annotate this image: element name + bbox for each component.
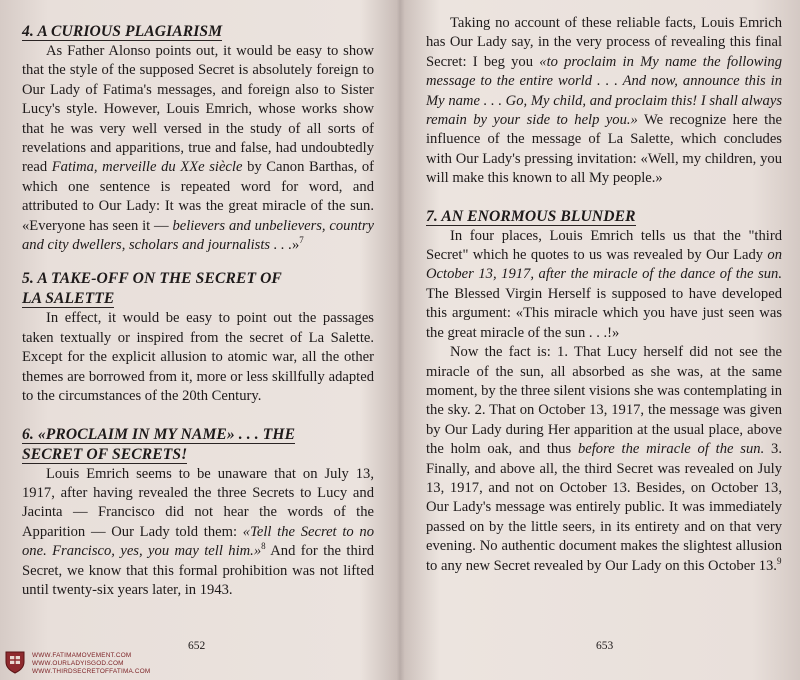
page-number: 653 <box>596 640 614 652</box>
paragraph: Taking no account of these reliable facts, Louis Emrich has Our Lady say, in the very process of revealing this final Secret: I beg you «to proclaim in My name the following message to the entire world . . . And now, announce this in My name . . . Go, My child, and proclaim this! I shall always remain by your side to help you.» We recognize here the influence of the message of La Salette, which concludes with Our Lady's pressing invitation: «Well, my children, you will make this known to all My people.» <box>426 15 782 187</box>
watermark-urls <box>32 652 150 676</box>
footnote-ref[interactable]: 7 <box>299 235 304 246</box>
footnote-ref[interactable]: 8 <box>261 541 266 552</box>
paragraph: In effect, it would be easy to point out the passages taken textually or inspired from the secret of La Salette. Except for the explicit allusion to atomic war, all the other themes are borrowed from it, more or less skillfully adapted to the circumstances of the 20th Century. <box>22 310 374 405</box>
paragraph: Louis Emrich seems to be unaware that on July 13, 1917, after having revealed the three Secrets to Lucy and Jacinta — Francisco did not hear the words of the Apparition — Our Lady told them: «Tell the Secret to no one. Francisco, yes, you may tell him.»$^8$ And for the third Secret, we know that this formal prohibition was not lifted until twenty-six years later, in 1943. <box>22 465 374 598</box>
paragraph: Now the fact is: 1. That Lucy herself did not see the miracle of the sun, all absorbed as she was, at the same moment, by the three silent visions she was contemplating in the sky. 2. That on October 13, 1917, the message was given by Our Lady during Her apparition at the usual place, above the holm oak, and thus before the miracle of the sun. 3. Finally, and above all, the third Secret was revealed on July 13, 1917, and not on October 13. Besides, on October 13, Our Lady's message was entirely public. It was immediately passed on by the little seers, in its entirety and on that very evening. No authentic document makes the slightest allusion to any new Secret revealed by Our Lady on this October 13.$^9$ <box>426 344 782 574</box>
section-heading: 5. A TAKE-OFF ON THE SECRET OF LA SALETTE <box>22 270 282 308</box>
footnote-ref[interactable]: 9 <box>776 555 782 566</box>
section-heading: 7. AN ENORMOUS BLUNDER <box>426 207 636 225</box>
paragraph: As Father Alonso points out, it would be easy to show that the style of the supposed Secret is absolutely foreign to Our Lady of Fatima's messages, and foreign also to Sister Lucy's style. However, Louis Emrich, whose works show that he was very well versed in the study of all sorts of revelations and apparitions, true and false, had undoubtedly read Fatima, merveille du XXe siècle by Canon Barthas, of which one sentence is repeated word for word, and attributed to Our Lady: It was the great miracle of the sun. «Everyone has seen it — believers and unbelievers, country and city dwellers, scholars and journalists . . .»$^7$ <box>22 43 374 254</box>
paragraph: In four places, Louis Emrich tells us that the "third Secret" which he quotes to us was revealed by Our Lady on October 13, 1917, after the miracle of the dance of the sun. The Blessed Virgin Herself is supposed to have developed this argument: «This miracle which you have just seen was the great miracle of the sun . . .!» <box>426 227 782 341</box>
section-heading: 6. «PROCLAIM IN MY NAME» . . . THE SECRET OF SECRETS! <box>22 425 296 463</box>
fatima-crest-icon <box>4 650 26 674</box>
watermark-link[interactable]: WWW.THIRDSECRETOFFATIMA.COM <box>32 668 151 675</box>
watermark-link[interactable]: WWW.FATIMAMOVEMENT.COM <box>32 652 132 659</box>
watermark-link[interactable]: WWW.OURLADYISGOD.COM <box>32 660 124 667</box>
section-heading: 4. A CURIOUS PLAGIARISM <box>22 23 223 40</box>
right-page-text <box>426 14 782 576</box>
left-page-text <box>22 22 374 600</box>
right-page <box>400 0 800 680</box>
page-number: 652 <box>188 640 206 652</box>
